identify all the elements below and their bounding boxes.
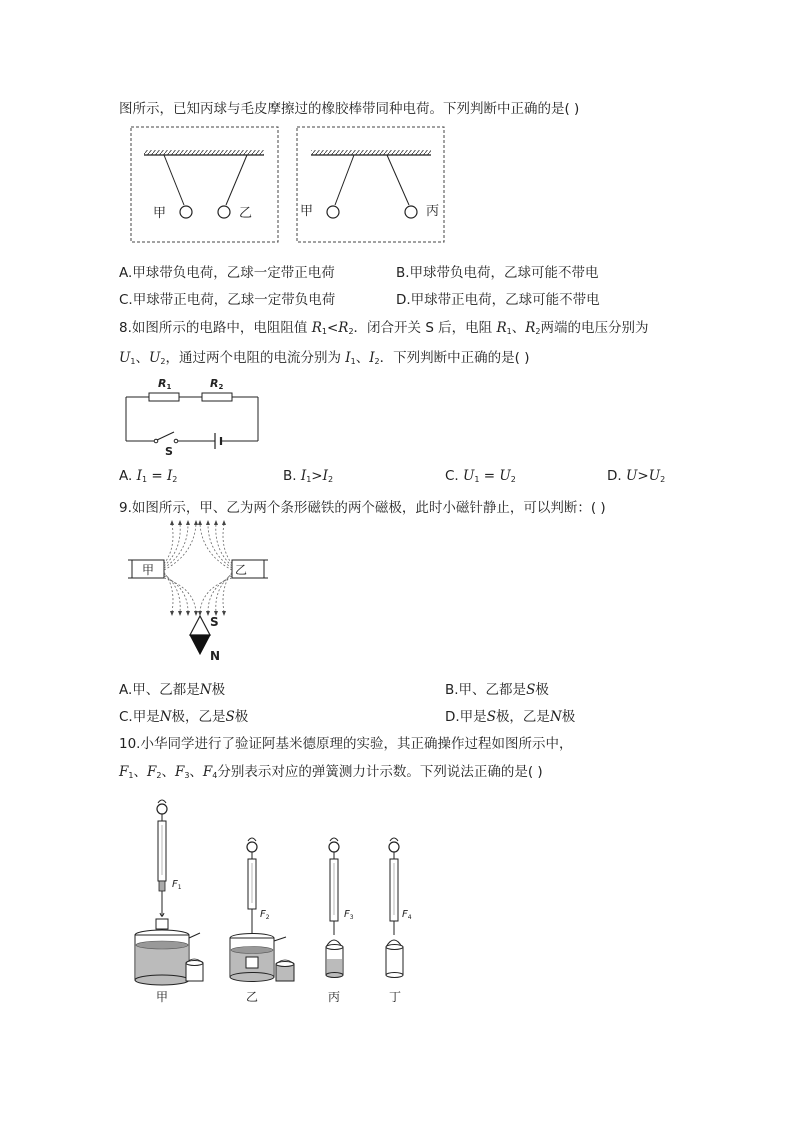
q7-option-d[interactable]: D.甲球带正电荷，乙球可能不带电 xyxy=(396,292,600,308)
q9-option-b[interactable]: B.甲、乙都是S极 xyxy=(445,682,549,698)
q8-circuit-figure xyxy=(122,375,267,457)
q8-option-a[interactable]: A. $I_1 = I_2$ xyxy=(119,468,178,484)
setup-label-bing: 丙 xyxy=(328,990,341,1004)
q7-right-ball2-label: 丙 xyxy=(426,204,440,219)
q7-left-ball1-label: 甲 xyxy=(153,206,167,221)
q8-stem-line1: 8.如图所示的电路中，电阻阻值 $R_1<R_2$．闭合开关 S 后，电阻 $R_1$、$R_2$两端的电压分别为 xyxy=(119,320,649,336)
q7-figure xyxy=(129,123,449,248)
setup-ding xyxy=(386,838,412,1004)
q7-option-a[interactable]: A.甲球带负电荷，乙球一定带正电荷 xyxy=(119,265,335,281)
switch-label: S xyxy=(165,445,173,457)
right-pole-label: 乙 xyxy=(235,563,248,577)
force-label-f2: $F_2$ xyxy=(260,909,270,921)
q10-experiment-figure xyxy=(128,795,428,1010)
setup-bing xyxy=(326,838,354,1004)
compass-needle-north xyxy=(190,635,210,654)
q8-option-c[interactable]: C. $U_1 = U_2$ xyxy=(445,468,516,484)
force-label-f1: $F_1$ xyxy=(172,879,182,891)
q7-right-ball1-label: 甲 xyxy=(300,204,314,219)
resistor-r2 xyxy=(202,393,232,401)
q9-magnet-figure xyxy=(128,518,278,663)
resistor-r1 xyxy=(149,393,179,401)
q8-stem-line2: $U_1$、$U_2$，通过两个电阻的电流分别为 $I_1$、$I_2$．下列判断中正确的是( ) xyxy=(119,350,530,366)
q7-stem: 图所示，已知丙球与毛皮摩擦过的橡胶棒带同种电荷。下列判断中正确的是( ) xyxy=(119,101,580,117)
q8-option-d[interactable]: D. $U>U_2$ xyxy=(607,468,666,484)
left-pole-label: 甲 xyxy=(142,563,155,577)
q7-option-c[interactable]: C.甲球带正电荷，乙球一定带负电荷 xyxy=(119,292,336,308)
force-label-f4: $F_4$ xyxy=(402,909,412,921)
setup-label-ding: 丁 xyxy=(389,990,402,1004)
q8-option-b[interactable]: B. $I_1>I_2$ xyxy=(283,468,334,484)
setup-jia xyxy=(135,800,203,1004)
q10-stem-line1: 10.小华同学进行了验证阿基米德原理的实验，其正确操作过程如图所示中， xyxy=(119,736,573,752)
r1-label: R1 xyxy=(158,377,172,391)
setup-label-jia: 甲 xyxy=(156,990,169,1004)
needle-s-label: S xyxy=(210,615,219,629)
q7-option-b[interactable]: B.甲球带负电荷，乙球可能不带电 xyxy=(396,265,599,281)
q9-stem: 9.如图所示，甲、乙为两个条形磁铁的两个磁极，此时小磁针静止，可以判断：( ) xyxy=(119,500,606,516)
r2-label: R2 xyxy=(210,377,224,391)
q10-stem-line2: $F_1$、$F_2$、$F_3$、$F_4$分别表示对应的弹簧测力计示数。下列说法正确的是( ) xyxy=(119,764,543,780)
force-label-f3: $F_3$ xyxy=(344,909,354,921)
q7-left-ball2-label: 乙 xyxy=(239,206,253,221)
compass-needle-south xyxy=(190,616,210,635)
setup-yi xyxy=(230,838,294,1004)
q9-option-c[interactable]: C.甲是N极，乙是S极 xyxy=(119,709,249,725)
needle-n-label: N xyxy=(210,649,221,663)
q9-option-d[interactable]: D.甲是S极，乙是N极 xyxy=(445,709,576,725)
setup-label-yi: 乙 xyxy=(246,990,259,1004)
q9-option-a[interactable]: A.甲、乙都是N极 xyxy=(119,682,226,698)
